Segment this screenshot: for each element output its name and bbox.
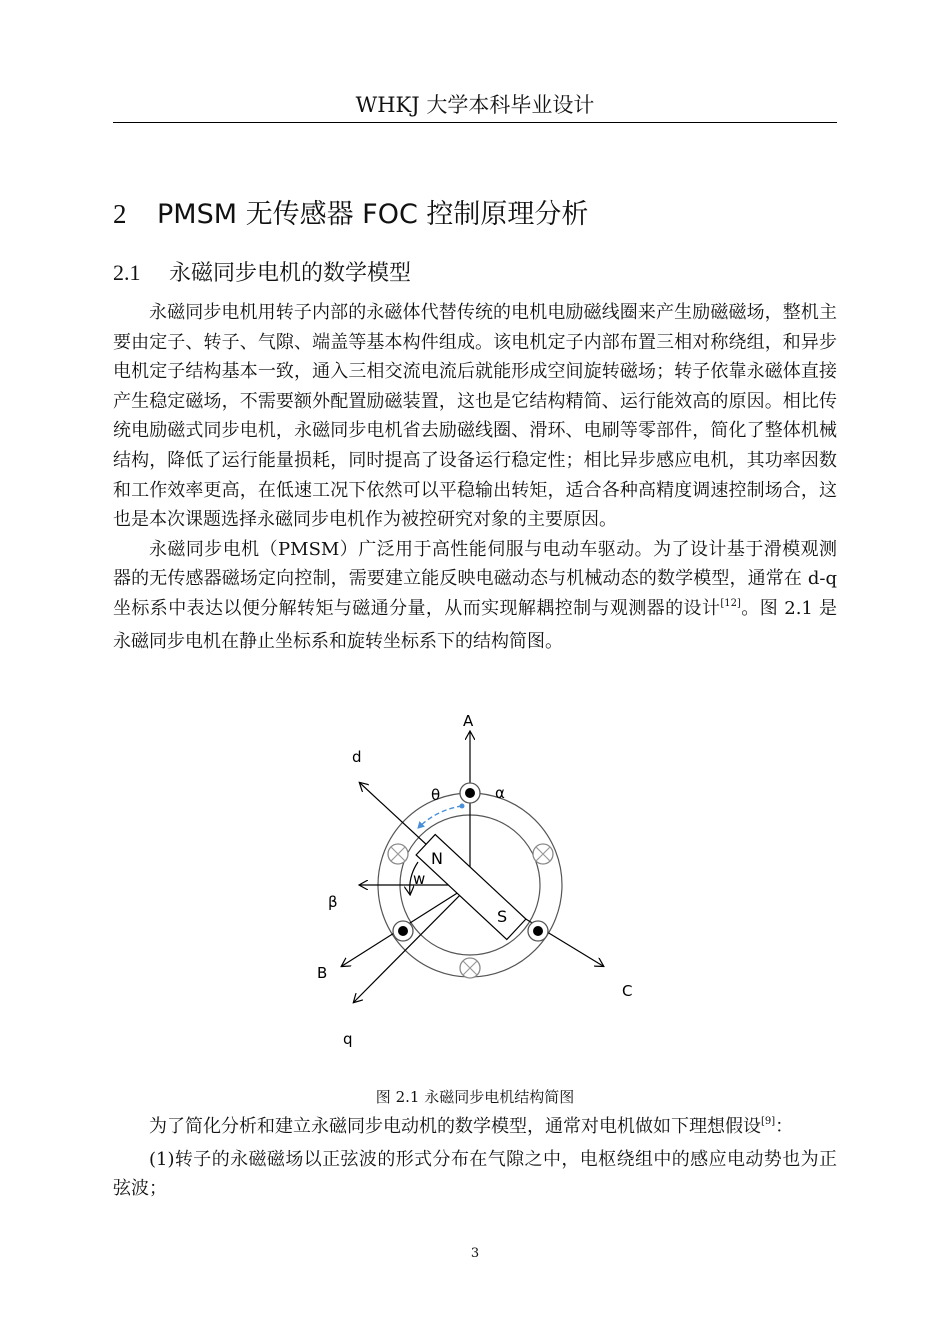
label-alpha: α <box>495 784 505 802</box>
coil-b-dot <box>393 921 413 941</box>
pmsm-diagram <box>300 700 650 1060</box>
pmsm-structure-figure <box>300 700 650 1060</box>
chapter-heading <box>113 192 588 231</box>
label-theta: θ <box>431 786 441 804</box>
label-C: C <box>622 982 633 1000</box>
page-number: 3 <box>470 1246 480 1261</box>
coil-a-cross <box>460 958 480 978</box>
coil-c-cross <box>533 844 553 864</box>
paragraph-3-text: 为了简化分析和建立永磁同步电动机的数学模型，通常对电机做如下理想假设 <box>149 1116 761 1137</box>
citation-9: [9] <box>761 1116 776 1127</box>
section-heading <box>113 256 411 287</box>
theta-arc-start <box>460 804 465 809</box>
page-header: WHKJ 大学本科毕业设计 <box>113 88 837 123</box>
paragraph-2 <box>113 535 837 656</box>
coil-b-cross <box>388 844 408 864</box>
label-A: A <box>463 712 474 730</box>
paragraph-3-tail: ： <box>775 1116 794 1137</box>
label-B: B <box>317 964 328 982</box>
figure-caption: 图 2.1 永磁同步电机结构简图 <box>375 1088 575 1106</box>
section-title: 永磁同步电机的数学模型 <box>169 261 412 286</box>
text-block-upper <box>113 298 837 656</box>
label-d: d <box>352 748 362 766</box>
chapter-number: 2 <box>113 199 127 229</box>
label-omega: w <box>413 870 426 888</box>
coil-a-dot <box>460 783 480 803</box>
paragraph-1: 永磁同步电机用转子内部的永磁体代替传统的电机电励磁线圈来产生励磁磁场，整机主要由定子、转子、气隙、端盖等基本构件组成。该电机定子内部布置三相对称绕组，和异步电机定子结构基本一致，通入三相交流电流后就能形成空间旋转磁场；转子依靠永磁体直接产生稳定磁场，不需要额外配置励磁装置，这也是它结构精简、运行能效高的原因。相比传统电励磁式同步电机，永磁同步电机省去励磁线圈、滑环、电刷等零部件，简化了整体机械结构，降低了运行能量损耗，同时提高了设备运行稳定性；相比异步感应电机，其功率因数和工作效率更高，在低速工况下依然可以平稳输出转矩，适合各种高精度调速控制场合，这也是本次课题选择永磁同步电机作为被控研究对象的主要原因。 <box>113 302 837 531</box>
chapter-title: PMSM 无传感器 FOC 控制原理分析 <box>157 199 589 230</box>
paragraph-4: (1)转子的永磁磁场以正弦波的形式分布在气隙之中，电枢绕组中的感应电动势也为正弦波； <box>113 1148 837 1200</box>
axis-q <box>354 885 470 1002</box>
paragraph-3 <box>113 1112 837 1145</box>
citation-12: [12] <box>720 597 741 609</box>
label-q: q <box>343 1030 353 1048</box>
section-number: 2.1 <box>113 260 141 285</box>
coil-c-dot <box>528 921 548 941</box>
label-beta: β <box>328 893 338 911</box>
label-N: N <box>431 849 443 868</box>
paragraph-2-tail: 。图 2.1 是永磁同步电机在静止坐标系和旋转坐标系下的结构简图。 <box>113 597 838 652</box>
label-S: S <box>497 907 508 926</box>
text-block-lower <box>113 1112 837 1204</box>
paragraph-2-text: 永磁同步电机（PMSM）广泛用于高性能伺服与电动车驱动。为了设计基于滑模观测器的无传感器磁场定向控制，需要建立能反映电磁动态与机械动态的数学模型，通常在 d-q 坐标系中表达以便分解转矩与磁通分量，从而实现解耦控制与观测器的设计 <box>113 538 837 619</box>
